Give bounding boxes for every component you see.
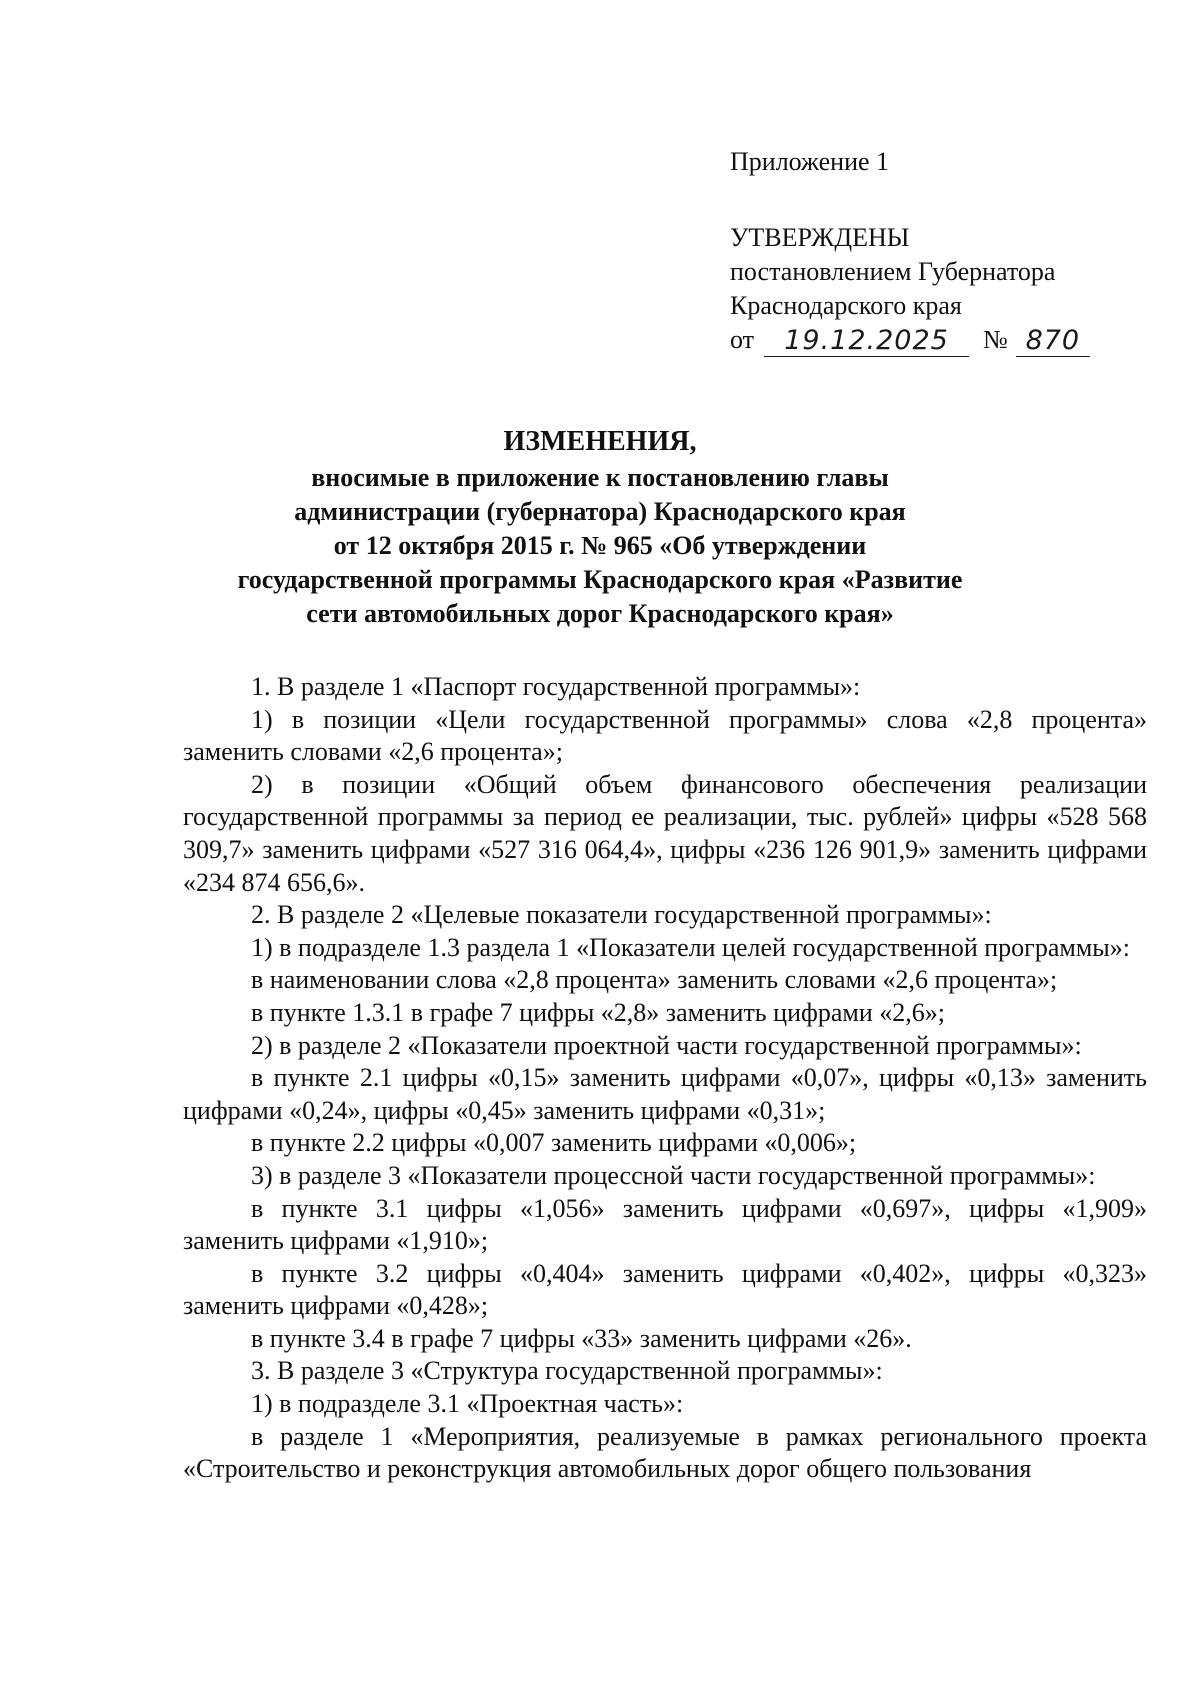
title-subtitle-line: администрации (губернатора) Краснодарского края: [294, 497, 906, 526]
title-subtitle-line: государственной программы Краснодарского края «Развитие: [237, 565, 963, 594]
paragraph: 1) в подразделе 1.3 раздела 1 «Показатели целей государственной программы»:: [251, 932, 1130, 962]
title-subtitle-line: вносимые в приложение к постановлению главы: [311, 463, 889, 492]
paragraph: 1. В разделе 1 «Паспорт государственной программы»:: [251, 672, 861, 701]
approved-label: УТВЕРЖДЕНЫ: [730, 223, 910, 252]
approved-by-line-1: постановлением Губернатора: [730, 257, 1056, 286]
appendix-label: Приложение 1: [730, 147, 890, 176]
paragraph: в разделе 1 «Мероприятия, реализуемые в рамках регионального проекта «Строительство и реконструкция автомобильных дорог общего пользования: [183, 1421, 1147, 1484]
paragraph: в пункте 1.3.1 в графе 7 цифры «2,8» заменить цифрами «2,6»;: [251, 997, 945, 1027]
paragraph: 3. В разделе 3 «Структура государственной программы»:: [251, 1356, 883, 1386]
handwritten-number: 870: [1016, 326, 1090, 357]
title-subtitle-line: сети автомобильных дорог Краснодарского края»: [306, 599, 894, 628]
approved-by-line-2: Краснодарского края: [730, 291, 962, 320]
paragraph: 2. В разделе 2 «Целевые показатели государственной программы»:: [251, 900, 992, 930]
paragraph: 2) в позиции «Общий объем финансового обеспечения реализации государственной программы за период ее реализации, тыс. рублей» цифры «528 568 309,7» заменить цифрами «527 316 064,4», цифры «236 126 901,9» заменить цифрами «234 874 656,6».: [183, 769, 1147, 897]
paragraph: в пункте 3.1 цифры «1,056» заменить цифрами «0,697», цифры «1,909» заменить цифрами «1,910»;: [183, 1193, 1147, 1256]
paragraph: в наименовании слова «2,8 процента» заменить словами «2,6 процента»;: [251, 965, 1058, 995]
paragraph: 3) в разделе 3 «Показатели процессной части государственной программы»:: [251, 1160, 1096, 1190]
paragraph: 2) в разделе 2 «Показатели проектной части государственной программы»:: [251, 1030, 1082, 1060]
paragraph: в пункте 3.4 в графе 7 цифры «33» заменить цифрами «26».: [251, 1323, 912, 1353]
paragraph: 1) в позиции «Цели государственной программы» слова «2,8 процента» заменить словами «2,6 процента»;: [183, 704, 1147, 767]
paragraph: в пункте 2.2 цифры «0,007 заменить цифрами «0,006»;: [251, 1128, 857, 1158]
handwritten-date: 19.12.2025: [764, 326, 969, 357]
approval-block: [730, 145, 1150, 357]
paragraph: 1) в подразделе 3.1 «Проектная часть»:: [251, 1389, 684, 1419]
title-subtitle-line: от 12 октября 2015 г. № 965 «Об утверждении: [333, 531, 867, 560]
title-main: ИЗМЕНЕНИЯ,: [503, 426, 697, 457]
paragraph: в пункте 3.2 цифры «0,404» заменить цифрами «0,402», цифры «0,323» заменить цифрами «0,428»;: [183, 1258, 1147, 1321]
document-title: [200, 425, 1000, 631]
number-label: №: [983, 325, 1008, 354]
date-number-line: [730, 323, 1150, 357]
paragraph: в пункте 2.1 цифры «0,15» заменить цифрами «0,07», цифры «0,13» заменить цифрами «0,24», цифры «0,45» заменить цифрами «0,31»;: [183, 1063, 1147, 1125]
from-label: от: [730, 325, 755, 354]
document-body: [183, 671, 1147, 1486]
